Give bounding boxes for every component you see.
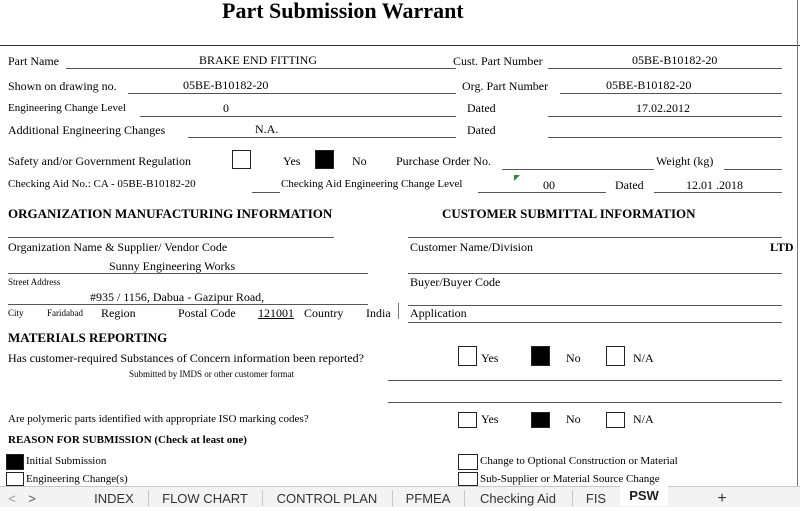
sub-supplier-label: Sub-Supplier or Material Source Change [480, 473, 660, 485]
country-label: Country [304, 306, 344, 320]
postal-code-value[interactable]: 121001 [258, 306, 294, 320]
q2-na-checkbox[interactable] [606, 412, 625, 428]
org-part-number-label: Org. Part Number [462, 79, 549, 93]
org-part-number-value[interactable]: 05BE-B10182-20 [606, 78, 692, 92]
buyer-label: Buyer/Buyer Code [410, 275, 501, 289]
purchase-order-label: Purchase Order No. [396, 154, 491, 168]
tab-scroll-prev-icon[interactable]: < [8, 491, 16, 506]
q1-no-label: No [566, 351, 581, 365]
application-label: Application [410, 306, 467, 320]
materials-q1-sub: Submitted by IMDS or other customer format [129, 369, 294, 379]
part-name-label: Part Name [8, 54, 59, 68]
materials-heading: MATERIALS REPORTING [8, 330, 168, 345]
eng-change-level-label: Engineering Change Level [8, 102, 126, 114]
checking-aid-ecl-value[interactable]: 00 [543, 178, 555, 192]
tab-psw[interactable]: PSW [620, 486, 668, 506]
region-label: Region [101, 306, 136, 320]
q2-no-checkbox[interactable] [531, 412, 550, 428]
tab-fis[interactable]: FIS [585, 491, 607, 506]
weight-label: Weight (kg) [656, 154, 714, 168]
tab-scroll-next-icon[interactable]: > [28, 491, 36, 506]
top-rule [0, 45, 800, 46]
part-name-value[interactable]: BRAKE END FITTING [199, 53, 317, 67]
safety-yes-checkbox[interactable] [232, 150, 251, 169]
dated-value-1[interactable]: 17.02.2012 [636, 101, 690, 115]
add-sheet-icon[interactable]: + [717, 490, 727, 507]
q1-na-checkbox[interactable] [606, 346, 625, 366]
dated-label-3: Dated [615, 178, 644, 192]
dated-label-1: Dated [467, 101, 496, 115]
shown-on-drawing-value[interactable]: 05BE-B10182-20 [183, 78, 269, 92]
q2-no-label: No [566, 412, 581, 426]
customer-section-heading: CUSTOMER SUBMITTAL INFORMATION [442, 206, 696, 221]
cell-comment-marker-icon [514, 175, 520, 181]
sub-supplier-checkbox[interactable] [458, 472, 478, 486]
org-section-heading: ORGANIZATION MANUFACTURING INFORMATION [8, 206, 333, 221]
materials-q2: Are polymeric parts identified with appropriate ISO marking codes? [8, 413, 309, 425]
tab-checking-aid[interactable]: Checking Aid [480, 491, 556, 506]
shown-on-drawing-label: Shown on drawing no. [8, 79, 117, 93]
q2-yes-label: Yes [481, 412, 499, 426]
reason-heading: REASON FOR SUBMISSION (Check at least one) [8, 434, 247, 446]
tab-flow-chart[interactable]: FLOW CHART [162, 491, 248, 506]
tab-pfmea[interactable]: PFMEA [405, 491, 451, 506]
optional-construction-checkbox[interactable] [458, 454, 478, 470]
checking-aid-ecl-label: Checking Aid Engineering Change Level [281, 178, 463, 190]
org-name-value[interactable]: Sunny Engineering Works [109, 259, 236, 273]
tab-control-plan[interactable]: CONTROL PLAN [276, 491, 378, 506]
q1-yes-checkbox[interactable] [458, 346, 477, 366]
sheet-tab-bar [0, 486, 800, 507]
materials-q1: Has customer-required Substances of Concern information been reported? [8, 351, 364, 365]
street-address-value[interactable]: #935 / 1156, Dabua - Gazipur Road, [90, 290, 265, 304]
safety-regulation-label: Safety and/or Government Regulation [8, 154, 191, 168]
q2-yes-checkbox[interactable] [458, 412, 477, 428]
safety-no-label: No [352, 154, 367, 168]
safety-no-checkbox[interactable] [315, 150, 334, 169]
right-edge [797, 0, 798, 486]
optional-construction-label: Change to Optional Construction or Material [480, 455, 678, 467]
customer-name-value[interactable]: LTD [770, 240, 794, 254]
initial-submission-label: Initial Submission [26, 455, 107, 467]
tab-index[interactable]: INDEX [94, 491, 134, 506]
engineering-change-checkbox[interactable] [6, 472, 24, 486]
additional-eng-changes-label: Additional Engineering Changes [8, 123, 166, 137]
q1-na-label: N/A [633, 351, 654, 365]
q1-no-checkbox[interactable] [531, 346, 550, 366]
customer-name-label: Customer Name/Division [410, 240, 533, 254]
initial-submission-checkbox[interactable] [6, 454, 24, 470]
checking-aid-no-label: Checking Aid No.: CA - 05BE-B10182-20 [8, 178, 196, 190]
engineering-change-label: Engineering Change(s) [26, 473, 128, 485]
country-value[interactable]: India [366, 306, 391, 320]
form-title: Part Submission Warrant [222, 0, 464, 23]
eng-change-level-value[interactable]: 0 [223, 101, 229, 115]
dated-value-3[interactable]: 12.01 .2018 [686, 178, 743, 192]
cust-part-number-label: Cust. Part Number [453, 54, 543, 68]
postal-code-label: Postal Code [178, 306, 236, 320]
q2-na-label: N/A [633, 412, 654, 426]
dated-label-2: Dated [467, 123, 496, 137]
additional-eng-changes-value[interactable]: N.A. [255, 122, 279, 136]
safety-yes-label: Yes [283, 154, 301, 168]
q1-yes-label: Yes [481, 351, 499, 365]
cust-part-number-value[interactable]: 05BE-B10182-20 [632, 53, 718, 67]
street-address-label: Street Address [8, 277, 61, 287]
city-value[interactable]: Faridabad [47, 308, 83, 318]
org-name-label: Organization Name & Supplier/ Vendor Code [8, 240, 228, 254]
city-label: City [8, 308, 24, 318]
